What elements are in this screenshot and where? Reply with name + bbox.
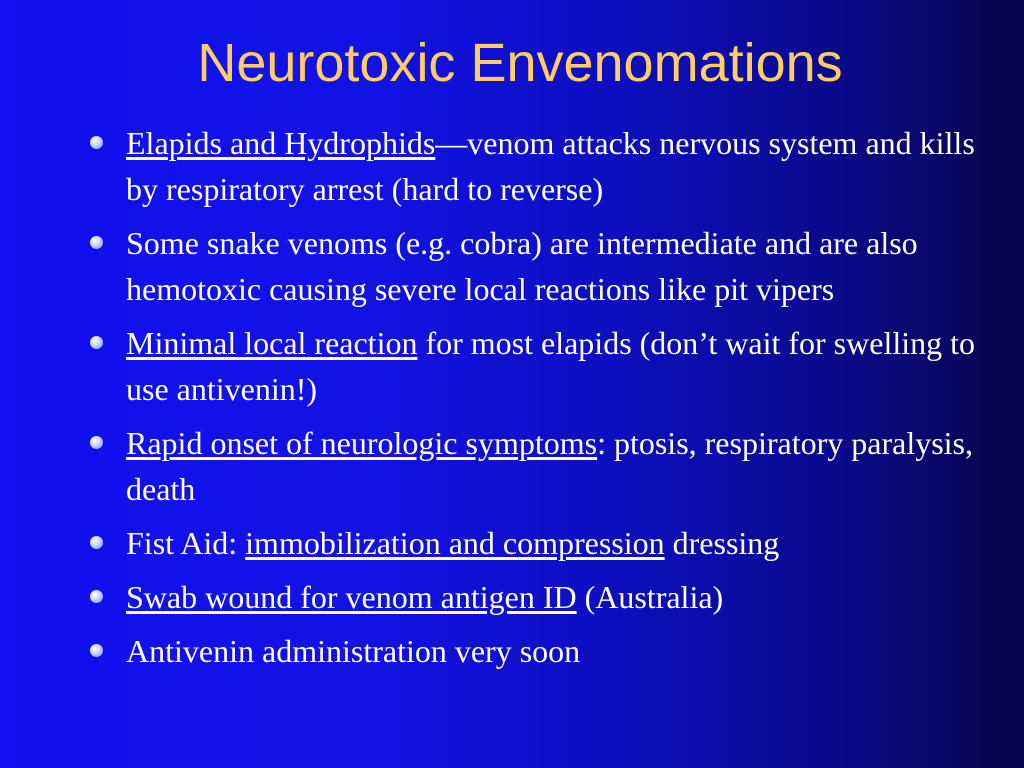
- bullet-item: [90, 628, 1005, 674]
- bullet-text: (Australia): [576, 579, 724, 615]
- bullet-underlined-term: Swab wound for venom antigen ID: [126, 579, 577, 615]
- bullet-item: [90, 120, 1005, 212]
- bullet-item: [90, 420, 1005, 512]
- bullet-underlined-term: Minimal local reaction: [126, 325, 418, 361]
- bullet-dot-icon: [90, 536, 103, 549]
- bullet-text: : ptosis, respiratory paralysis, death: [126, 425, 973, 507]
- bullet-list: [90, 120, 1005, 682]
- bullet-dot-icon: [90, 436, 103, 449]
- bullet-underlined-term: Rapid onset of neurologic symptoms: [126, 425, 598, 461]
- bullet-text: Antivenin administration very soon: [126, 633, 581, 669]
- bullet-dot-icon: [90, 590, 103, 603]
- bullet-text: for most elapids (don’t wait for swelling to use antivenin!): [126, 325, 975, 407]
- bullet-underlined-term: immobilization and compression: [245, 525, 665, 561]
- bullet-text: Some snake venoms (e.g. cobra) are intermediate and are also hemotoxic causing severe local reactions like pit vipers: [126, 225, 918, 307]
- bullet-text: —venom attacks nervous system and kills by respiratory arrest (hard to reverse): [126, 125, 975, 207]
- bullet-item: [90, 520, 1005, 566]
- bullet-item: [90, 320, 1005, 412]
- bullet-prefix: Fist Aid:: [126, 525, 246, 561]
- bullet-text: dressing: [664, 525, 780, 561]
- bullet-item: [90, 220, 1005, 312]
- slide-title: Neurotoxic Envenomations: [197, 33, 843, 93]
- bullet-dot-icon: [90, 236, 103, 249]
- bullet-dot-icon: [90, 336, 103, 349]
- bullet-dot-icon: [90, 136, 103, 149]
- bullet-dot-icon: [90, 644, 103, 657]
- bullet-item: [90, 574, 1005, 620]
- bullet-underlined-term: Elapids and Hydrophids: [126, 125, 436, 161]
